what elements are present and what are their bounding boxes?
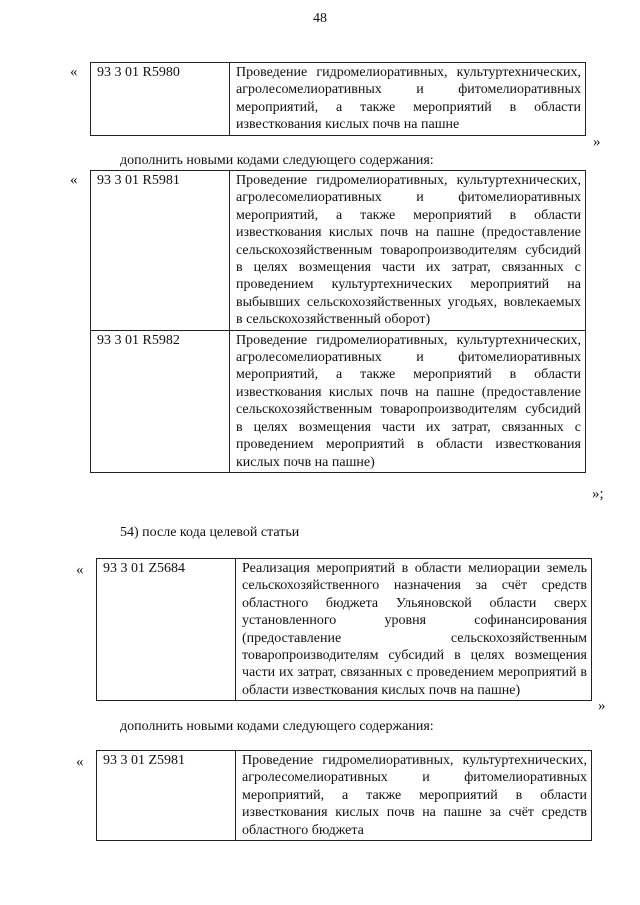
description-cell: Проведение гидромелиоративных, культуртехнических, агролесомелиоративных и фитомелиоративных мероприятий, а также мероприятий в области известкования кислых почв на пашне bbox=[230, 63, 586, 136]
open-quote-2: « bbox=[70, 172, 78, 188]
code-cell: 93 3 01 R5982 bbox=[91, 330, 230, 472]
open-quote-4: « bbox=[76, 754, 84, 770]
table-r5980 bbox=[90, 62, 586, 136]
table-z5981 bbox=[96, 750, 592, 841]
open-quote-1: « bbox=[70, 64, 78, 80]
open-quote-3: « bbox=[76, 562, 84, 578]
table-r5981-r5982 bbox=[90, 170, 586, 473]
description-cell: Проведение гидромелиоративных, культуртехнических, агролесомелиоративных и фитомелиоративных мероприятий, а также мероприятий в области известкования кислых почв на пашне (предоставление сельскохозяйственным товаропроизводителям субсидий в целях возмещения части их затрат, связанных с проведением культуртехнических мероприятий на выбывших сельскохозяйственных угодьях, вовлекаемых в сельскохозяйственный оборот) bbox=[230, 171, 586, 331]
code-cell: 93 3 01 R5980 bbox=[91, 63, 230, 136]
close-quote-2: »; bbox=[592, 486, 604, 502]
table-row bbox=[97, 559, 592, 701]
table-row bbox=[91, 63, 586, 136]
item-54-text: 54) после кода целевой статьи bbox=[120, 525, 300, 540]
table-z5684 bbox=[96, 558, 592, 701]
table-row bbox=[97, 751, 592, 841]
close-quote-3: » bbox=[598, 698, 606, 714]
table-row bbox=[91, 171, 586, 331]
instruction-text-1: дополнить новыми кодами следующего содержания: bbox=[120, 153, 434, 168]
code-cell: 93 3 01 R5981 bbox=[91, 171, 230, 331]
table-row bbox=[91, 330, 586, 472]
instruction-text-2: дополнить новыми кодами следующего содержания: bbox=[120, 719, 434, 734]
description-cell: Проведение гидромелиоративных, культуртехнических, агролесомелиоративных и фитомелиоративных мероприятий, а также мероприятий в области известкования кислых почв на пашне за счёт средств областного бюджета bbox=[236, 751, 592, 841]
code-cell: 93 3 01 Z5684 bbox=[97, 559, 236, 701]
description-cell: Проведение гидромелиоративных, культуртехнических, агролесомелиоративных и фитомелиоративных мероприятий, а также мероприятий в области известкования кислых почв на пашне (предоставление сельскохозяйственным товаропроизводителям субсидий в целях возмещения части их затрат, связанных с проведением мероприятий в области известкования кислых почв на пашне) bbox=[230, 330, 586, 472]
page-number: 48 bbox=[313, 11, 327, 26]
code-cell: 93 3 01 Z5981 bbox=[97, 751, 236, 841]
description-cell: Реализация мероприятий в области мелиорации земель сельскохозяйственного назначения за счёт средств областного бюджета Ульяновской области сверх установленного уровня софинансирования (предоставление сельскохозяйственным товаропроизводителям субсидий в целях возмещения части их затрат, связанных с проведением мероприятий в области известкования кислых почв на пашне) bbox=[236, 559, 592, 701]
close-quote-1: » bbox=[593, 134, 601, 150]
